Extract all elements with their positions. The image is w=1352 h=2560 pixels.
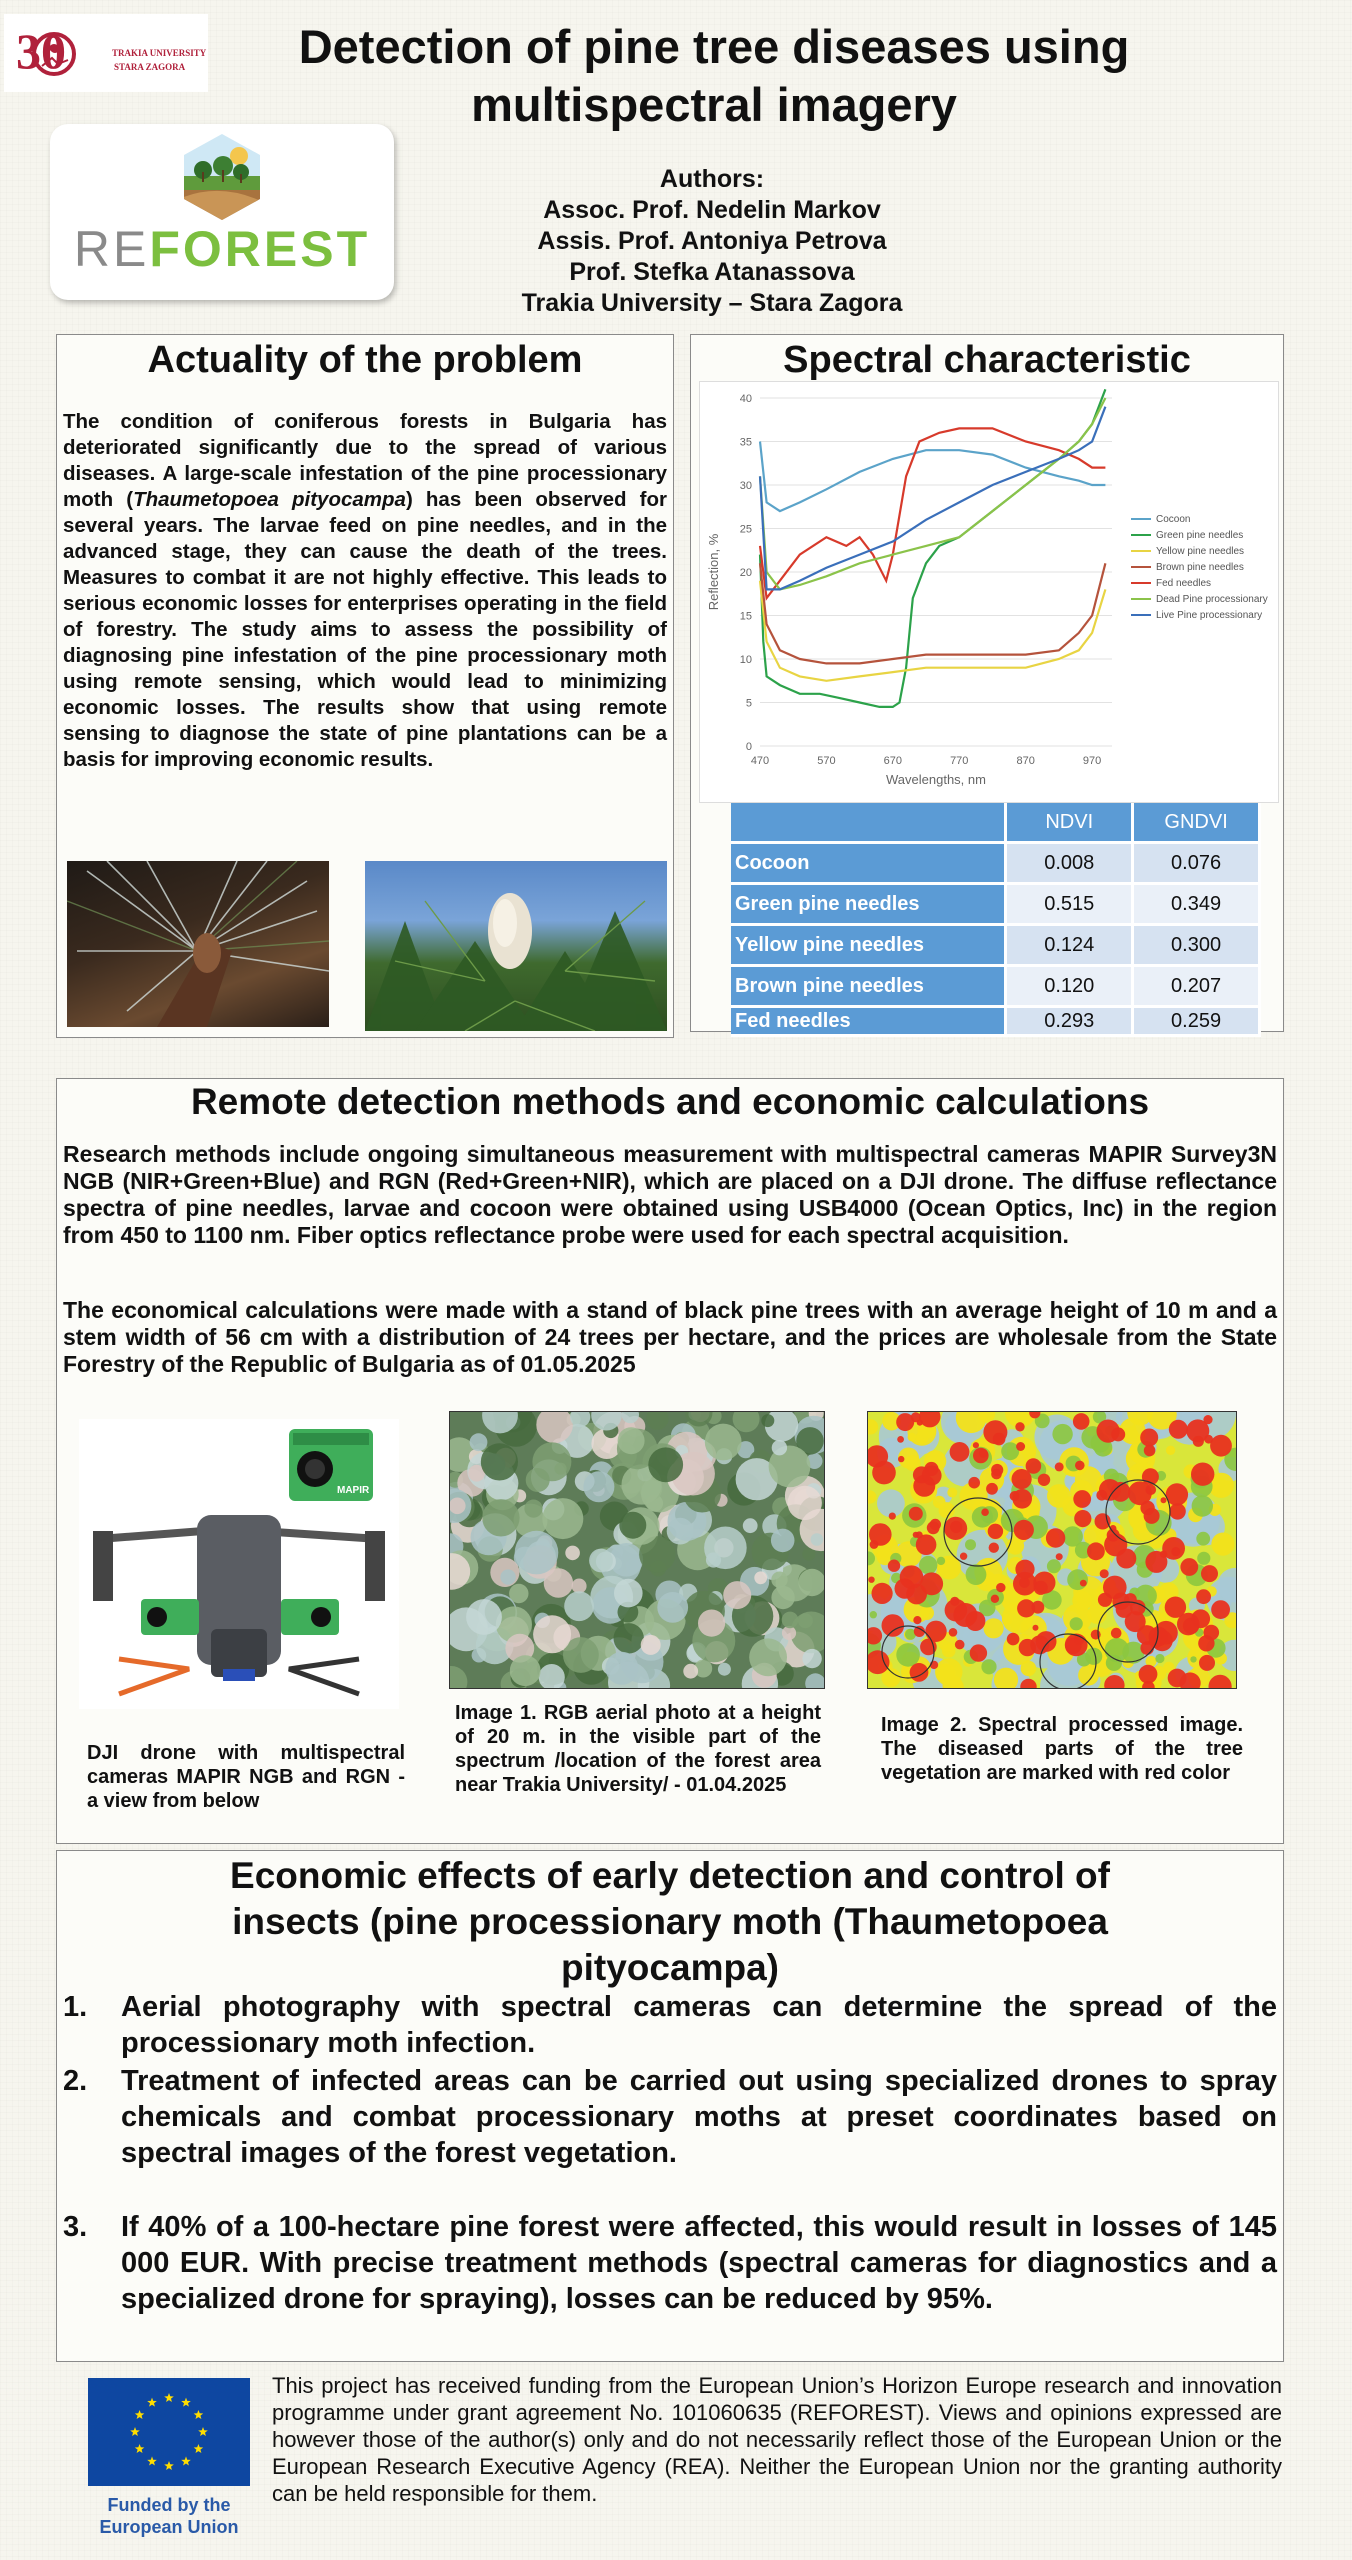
remote-paragraph-1: Research methods include ongoing simultaneous measurement with multispectral cameras MAPIR Survey3N NGB (NIR+Green+Blue) and RGN (Red+Green+NIR), which are placed on a DJI drone. The diffuse reflectance spectra of pine needles, larvae and cocoon were obtained using USB4000 (Ocean Optics, Inc) in the region from 450 to 1100 nm. Fiber optics reflectance probe were used for each spectral acquisition. [63,1141,1277,1248]
table-cell: 0.293 [1006,1007,1133,1036]
rgb-aerial-photo [449,1411,825,1689]
x-tick-label: 770 [950,755,969,767]
author-2: Assis. Prof. Antoniya Petrova [537,227,887,255]
series-line-brown-pine-needles [760,563,1105,663]
table-row-label: Yellow pine needles [731,925,1006,966]
remote-paragraph-2: The economical calculations were made with a stand of black pine trees with an average height of 10 m and a stem width of 56 cm with a distribution of 24 trees per hectare, and the prices are wholesale from the State Forestry of the Republic of Bulgaria as of 01.05.2025 [63,1297,1277,1377]
table-cell: 0.300 [1133,925,1260,966]
table-row-label: Fed needles [731,1007,1006,1036]
table-row-label: Brown pine needles [731,966,1006,1007]
table-header-row [731,803,1260,843]
y-tick-label: 40 [739,393,752,405]
table-header-cell: NDVI [1006,803,1133,843]
university-logo-text1: TRAKIA UNIVERSITY [112,48,207,58]
legend-entry: Yellow pine needles [1131,543,1268,559]
table-cell: 0.008 [1006,843,1133,884]
table-cell: 0.259 [1133,1007,1260,1036]
reforest-logo-re: RE [73,221,150,277]
x-tick-label: 970 [1082,755,1102,767]
rgb-aerial-caption: Image 1. RGB aerial photo at a height of 20 m. in the visible part of the spectrum /location of the forest area near Trakia University/ - 01.04.2025 [455,1702,821,1796]
table-row [731,925,1260,966]
x-axis-label: Wavelengths, nm [886,772,986,787]
legend-entry: Live Pine processionary [1131,607,1268,623]
legend-entry: Fed needles [1131,575,1268,591]
legend-entry: Brown pine needles [1131,559,1268,575]
reforest-logo-forest: FOREST [149,221,371,277]
table-row [731,884,1260,925]
y-tick-label: 20 [739,567,752,579]
series-line-fed-needles [760,428,1105,598]
x-tick-label: 870 [1016,755,1035,767]
remote-panel [56,1078,1284,1844]
reforest-logo [50,124,394,300]
x-tick-label: 570 [817,755,836,767]
university-logo-number: 30 [16,23,66,79]
drone-photo [79,1419,399,1709]
series-line-live-pine-processionary [760,407,1105,590]
actuality-text: The condition of coniferous forests in Bulgaria has deteriorated significantly due to the spread of various diseases. A large-scale infestation of the pine processionary moth (Thaumetopoea pityocampa) has been observed for several years. The larvae feed on pine needles, and in the advanced stage, they can cause the death of the trees. Measures to combat it are not highly effective. This leads to serious economic losses for enterprises operating in the field of forestry. The study aims to assess the possibility of diagnosing pine infestation of the pine processionary moth using remote sensing, which would lead to minimizing economic losses. The results show that using remote sensing to diagnose the state of pine plantations can be a basis for improving economic results. [63,410,667,771]
affiliation: Trakia University – Stara Zagora [521,289,903,317]
author-3: Prof. Stefka Atanassova [569,258,855,286]
spectral-title: Spectral characteristic [783,339,1191,381]
authors-label: Authors: [659,165,765,193]
table-row [731,966,1260,1007]
economic-item-3: 3. If 40% of a 100-hectare pine forest were affected, this would result in losses of 145 000 EUR. With precise treatment methods (spectral cameras for diagnostics and a specialized drone for spraying), losses can be reduced by 95%. [63,2211,1277,2315]
y-tick-label: 0 [745,741,752,753]
spectral-panel [690,334,1284,1032]
author-1: Assoc. Prof. Nedelin Markov [543,196,881,224]
funding-text: This project has received funding from the European Union’s Horizon Europe research and innovation programme under grant agreement No. 101060635 (REFOREST). Views and opinions expressed are however those of the author(s) only and do not necessarily reflect those of the European Union or the European Research Executive Agency (REA). Neither the European Union nor the granting authority can be held responsible for them. [272,2373,1282,2506]
legend-entry: Cocoon [1131,511,1268,527]
pine-needles-photo [67,861,329,1027]
spectral-chart-legend [1131,511,1268,623]
eu-flag [88,2378,250,2486]
spectral-processed-photo [867,1411,1237,1689]
table-row [731,1007,1260,1036]
y-axis-label: Reflection, % [706,533,721,611]
series-line-dead-pine-processionary [760,398,1105,589]
x-tick-label: 670 [883,755,903,767]
y-tick-label: 15 [739,610,752,623]
university-logo [4,14,208,92]
table-cell: 0.124 [1006,925,1133,966]
y-tick-label: 25 [739,523,752,536]
table-cell: 0.207 [1133,966,1260,1007]
series-line-yellow-pine-needles [760,581,1105,681]
authors-block [412,164,1012,319]
poster-title-line2: multispectral imagery [471,78,957,131]
economic-item-2: 2. Treatment of infected areas can be carried out using specialized drones to spray chemicals and combat processionary moths at preset coordinates based on spectral images of the forest vegetation. [63,2065,1277,2169]
table-header-cell: GNDVI [1133,803,1260,843]
series-line-cocoon [760,442,1105,512]
poster-title [214,18,1214,134]
legend-entry: Dead Pine processionary [1131,591,1268,607]
actuality-title: Actuality of the problem [147,339,583,381]
remote-title: Remote detection methods and economic calculations [190,1081,1150,1122]
economic-title: Economic effects of early detection and control of insects (pine processionary moth (Thaumetopoea pityocampa) [230,1855,1110,1988]
university-logo-text2: STARA ZAGORA [114,62,186,72]
table-row-label: Cocoon [731,843,1006,884]
table-header-cell [731,803,1006,843]
table-cell: 0.120 [1006,966,1133,1007]
actuality-panel [56,334,674,1038]
table-cell: 0.515 [1006,884,1133,925]
cocoon-photo [365,861,667,1031]
table-cell: 0.076 [1133,843,1260,884]
poster-title-line1: Detection of pine tree diseases using [298,20,1130,73]
landscape-hexagon-icon [181,132,263,222]
spectral-processed-caption: Image 2. Spectral processed image. The diseased parts of the tree vegetation are marked with red color [881,1714,1243,1784]
economic-item-1: 1. Aerial photography with spectral cameras can determine the spread of the processionary moth infection. [63,1991,1277,2059]
legend-entry: Green pine needles [1131,527,1268,543]
economic-panel [56,1850,1284,2362]
eu-stars-icon [88,2378,250,2486]
y-tick-label: 35 [739,436,752,449]
spectral-index-table [731,803,1261,1037]
y-tick-label: 30 [739,480,752,492]
table-cell: 0.349 [1133,884,1260,925]
camera-label: MAPIR [337,1485,370,1496]
eu-caption: Funded by the European Union [99,2495,239,2537]
y-tick-label: 5 [745,697,752,710]
table-row [731,843,1260,884]
table-row-label: Green pine needles [731,884,1006,925]
drone-caption: DJI drone with multispectral cameras MAPIR NGB and RGN - a view from below [87,1742,405,1812]
y-tick-label: 10 [739,654,752,666]
x-tick-label: 470 [750,755,770,767]
